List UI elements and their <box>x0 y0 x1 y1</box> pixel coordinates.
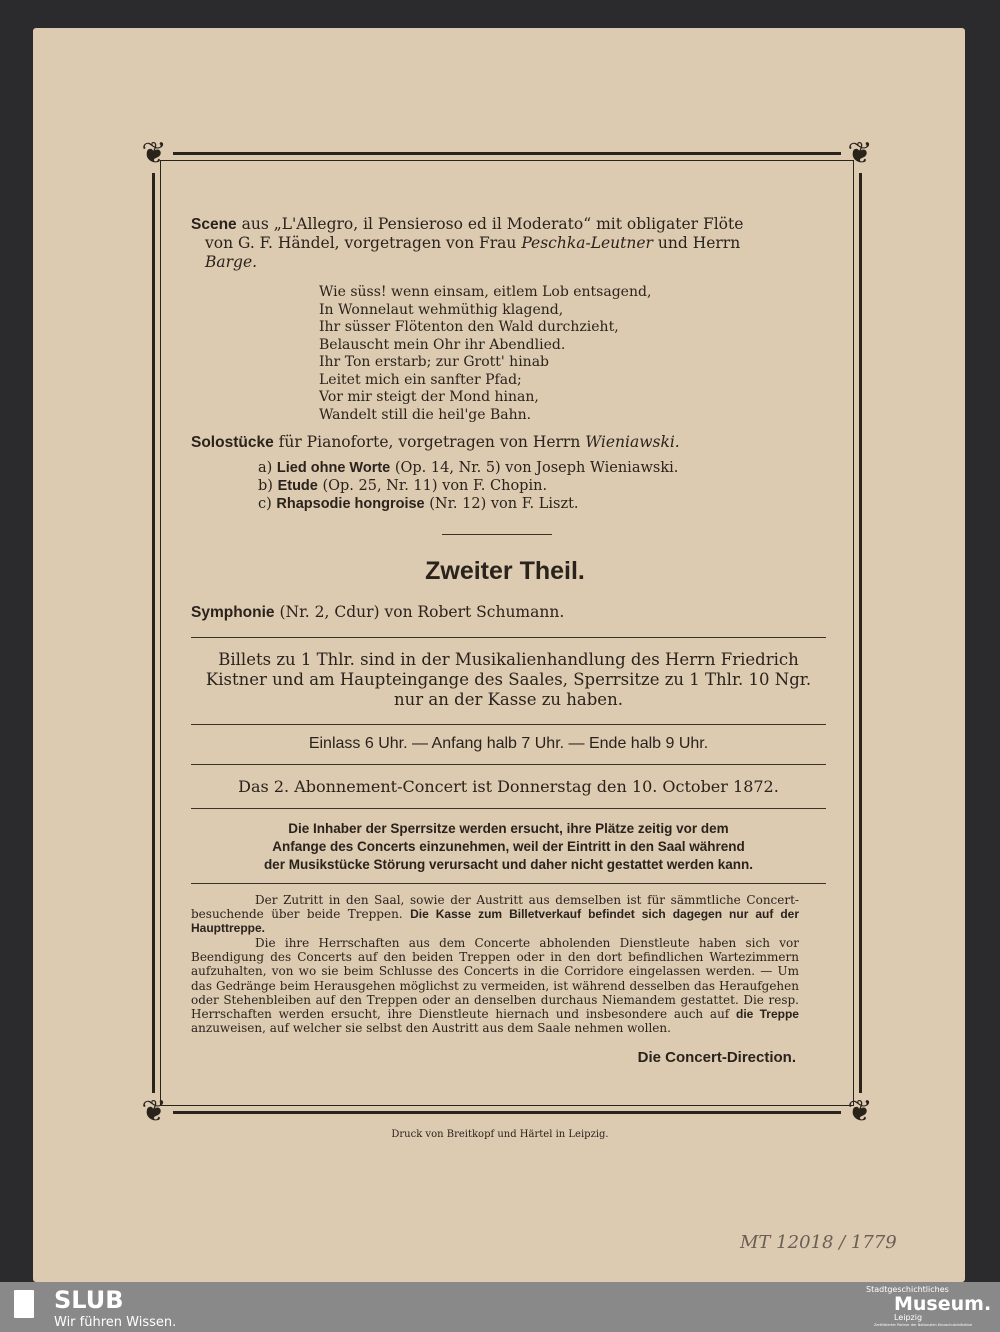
singer-name: Peschka-Leutner <box>521 234 653 252</box>
billets-line: nur an der Kasse zu haben. <box>394 690 623 709</box>
notice-line: Die Inhaber der Sperrsitze werden ersucht, ihre Plätze zeitig vor dem <box>288 821 729 836</box>
divider <box>191 724 826 725</box>
footer-bar <box>0 1282 1000 1332</box>
piece-letter: a) <box>258 460 273 476</box>
poem-line: Vor mir steigt der Mond hinan, <box>319 389 539 405</box>
seat-notice <box>191 820 826 874</box>
times-info: Einlass 6 Uhr. — Anfang halb 7 Uhr. — Ende halb 9 Uhr. <box>308 735 709 752</box>
divider <box>191 883 826 884</box>
solo-label: Solostücke <box>191 434 274 451</box>
divider <box>191 637 826 638</box>
corner-ornament-icon: ❦ <box>841 135 879 173</box>
section-heading: Zweiter Theil. <box>425 557 585 585</box>
poem-line: Wie süss! wenn einsam, eitlem Lob entsagend, <box>319 284 652 300</box>
rules-paragraph-1 <box>191 893 799 936</box>
symphony-line <box>191 603 564 622</box>
rules-bold-text: die Treppe <box>736 1007 799 1022</box>
scene-text: aus „L'Allegro, il Pensieroso ed il Moderato“ mit obligater Flöte <box>236 215 744 233</box>
singer-name: Barge. <box>205 253 258 271</box>
partner-note: Zertifizierter Partner der Nationalen Kinoschutzinitiative <box>874 1323 973 1327</box>
piece-title: Rhapsodie hongroise <box>276 496 425 512</box>
poem-line: Belauscht mein Ohr ihr Abendlied. <box>319 336 566 353</box>
corner-ornament-icon: ❦ <box>841 1093 879 1131</box>
rules-bold-text: Die Kasse zum Billetverkauf befindet sich dagegen nur auf der Haupttreppe. <box>191 907 800 936</box>
piece-details: (Op. 14, Nr. 5) von Joseph Wieniawski. <box>390 460 679 476</box>
divider <box>191 808 826 809</box>
notice-line: Anfange des Concerts einzunehmen, weil der Eintritt in den Saal während <box>272 839 745 854</box>
printer-imprint: Druck von Breitkopf und Härtel in Leipzig. <box>391 1129 609 1140</box>
piece-item <box>258 477 678 495</box>
divider <box>442 534 552 535</box>
museum-city: Leipzig <box>894 1313 923 1322</box>
scene-label: Scene <box>191 216 237 233</box>
billets-info <box>191 650 826 710</box>
poem-line: Ihr süsser Flötenton den Wald durchzieht, <box>319 319 619 335</box>
symphony-details: (Nr. 2, Cdur) von Robert Schumann. <box>274 603 565 621</box>
poem-line: In Wonnelaut wehmüthig klagend, <box>319 301 564 318</box>
rules-text: Der Zutritt in den Saal, sowie der Austritt aus demselben ist für sämmtliche Concert-besuchende über beide Treppen. <box>191 893 799 922</box>
rules-text: Die ihre Herrschaften aus dem Concerte abholenden Dienstleute haben sich vor Beendigung des Concerts auf den beiden Treppen oder in den dort befindlichen Wartezimmern aufzuhalten, von wo sie beim Schlusse des Concerts in die Corridore eingelassen werden. — Um das Gedränge beim Herausgehen möglichst zu vermeiden, ist während desselben das Heraufgehen oder Stehenbleiben auf den Treppen oder an denselben durchaus Niemandem gestattet. Die resp. Herrschaften werden ersucht, ihre Dienstleute hiernach und insbesondere auch auf <box>191 936 799 1022</box>
billets-line: Billets zu 1 Thlr. sind in der Musikalienhandlung des Herrn Friedrich <box>218 650 799 669</box>
poem-line: Leitet mich ein sanfter Pfad; <box>319 371 522 388</box>
piece-title: Etude <box>277 478 318 494</box>
corner-ornament-icon: ❦ <box>135 135 173 173</box>
solo-heading <box>191 433 680 452</box>
scene-text: und Herrn <box>652 234 741 252</box>
piece-item <box>258 495 678 513</box>
poem-line: Wandelt still die heil'ge Bahn. <box>319 406 532 423</box>
piece-item <box>258 459 678 477</box>
slub-logo-text[interactable]: SLUB <box>54 1286 124 1314</box>
slub-logo-icon <box>14 1290 34 1318</box>
shelfmark: MT 12018 / 1779 <box>740 1232 897 1253</box>
performer-name: Wieniawski. <box>585 433 680 451</box>
billets-line: Kistner und am Haupteingange des Saales, Sperrsitze zu 1 Thlr. 10 Ngr. <box>205 670 812 689</box>
notice-line: der Musikstücke Störung verursacht und daher nicht gestattet werden kann. <box>263 857 754 872</box>
scene-text: von G. F. Händel, vorgetragen von Frau <box>205 234 522 252</box>
corner-ornament-icon: ❦ <box>135 1093 173 1131</box>
piece-letter: b) <box>258 478 273 494</box>
scene-line2 <box>205 234 740 253</box>
signature: Die Concert-Direction. <box>637 1049 796 1066</box>
rules-paragraph-2 <box>191 936 799 1035</box>
divider <box>191 764 826 765</box>
piece-details: (Op. 25, Nr. 11) von F. Chopin. <box>317 478 548 494</box>
poem-line: Ihr Ton erstarb; zur Grott' hinab <box>319 354 550 370</box>
next-concert-info: Das 2. Abonnement-Concert ist Donnerstag den 10. October 1872. <box>238 777 779 796</box>
museum-logo[interactable]: Museum. <box>894 1293 992 1315</box>
slub-slogan: Wir führen Wissen. <box>54 1315 177 1330</box>
piece-title: Lied ohne Worte <box>276 460 391 476</box>
poem <box>319 284 651 424</box>
symphony-label: Symphonie <box>191 604 275 621</box>
museum-logo-top: Stadtgeschichtliches <box>866 1285 949 1294</box>
pieces-list <box>258 459 678 513</box>
scene-line1 <box>191 215 743 234</box>
rules-text: anzuweisen, auf welcher sie selbst den Austritt aus dem Saale nehmen wollen. <box>191 1021 671 1036</box>
piece-letter: c) <box>258 496 272 512</box>
solo-text: für Pianoforte, vorgetragen von Herrn <box>273 433 586 451</box>
piece-details: (Nr. 12) von F. Liszt. <box>424 496 579 512</box>
